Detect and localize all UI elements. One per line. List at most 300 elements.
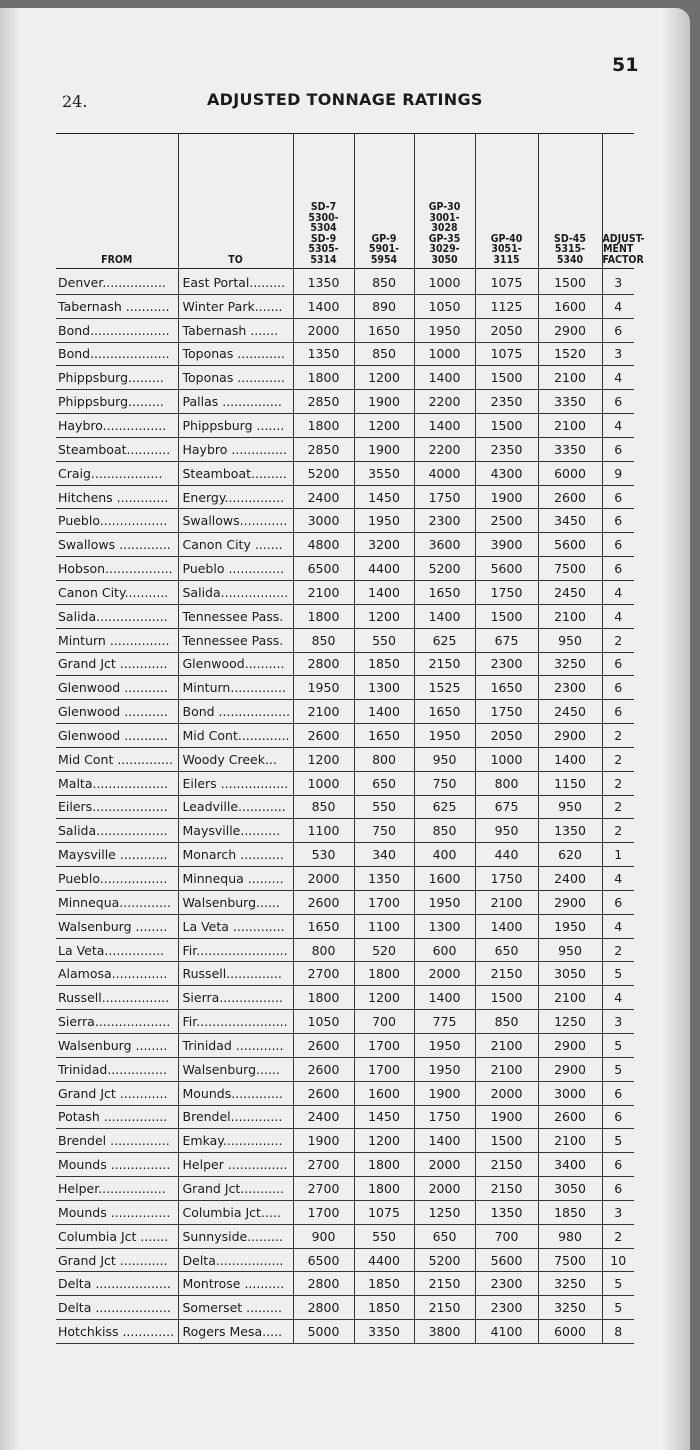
header-gp30: GP-30 3001- 3028 GP-35 3029- 3050 xyxy=(414,134,475,269)
page-number: 51 xyxy=(612,54,639,76)
cell-adjustment: 8 xyxy=(602,1320,634,1344)
cell-gp9: 1850 xyxy=(354,1296,414,1320)
cell-to: Tennessee Pass. xyxy=(178,604,293,628)
cell-gp9: 1950 xyxy=(354,509,414,533)
cell-to: Fir....................... xyxy=(178,1010,293,1034)
cell-gp30: 1950 xyxy=(414,1057,475,1081)
cell-adjustment: 3 xyxy=(602,1200,634,1224)
cell-gp9: 1200 xyxy=(354,986,414,1010)
cell-gp40: 700 xyxy=(475,1224,538,1248)
table-row xyxy=(56,437,634,461)
page-edge-shadow xyxy=(662,8,690,1450)
cell-gp30: 1525 xyxy=(414,676,475,700)
cell-from: Mid Cont .............. xyxy=(56,747,178,771)
cell-sd7: 2600 xyxy=(293,1034,354,1058)
cell-to: Minnequa ......... xyxy=(178,867,293,891)
cell-sd7: 1950 xyxy=(293,676,354,700)
table-row xyxy=(56,771,634,795)
cell-gp40: 4300 xyxy=(475,461,538,485)
cell-from: Pueblo................. xyxy=(56,867,178,891)
cell-sd7: 2700 xyxy=(293,962,354,986)
cell-from: Mounds ............... xyxy=(56,1200,178,1224)
cell-from: Alamosa.............. xyxy=(56,962,178,986)
cell-gp9: 750 xyxy=(354,819,414,843)
cell-gp30: 950 xyxy=(414,747,475,771)
table-row xyxy=(56,628,634,652)
table-row xyxy=(56,366,634,390)
cell-from: Grand Jct ............ xyxy=(56,1081,178,1105)
cell-gp9: 4400 xyxy=(354,557,414,581)
cell-sd45: 620 xyxy=(538,843,602,867)
table-row xyxy=(56,1320,634,1344)
cell-gp40: 1000 xyxy=(475,747,538,771)
cell-sd45: 3350 xyxy=(538,390,602,414)
cell-gp40: 2150 xyxy=(475,1153,538,1177)
cell-sd7: 2100 xyxy=(293,580,354,604)
cell-gp40: 1075 xyxy=(475,269,538,295)
cell-gp40: 5600 xyxy=(475,1248,538,1272)
cell-gp30: 1950 xyxy=(414,724,475,748)
cell-sd45: 1850 xyxy=(538,1200,602,1224)
cell-gp40: 1500 xyxy=(475,986,538,1010)
table-body xyxy=(56,269,634,1344)
table-row xyxy=(56,819,634,843)
cell-sd7: 1800 xyxy=(293,414,354,438)
cell-gp30: 2000 xyxy=(414,962,475,986)
cell-sd7: 2700 xyxy=(293,1153,354,1177)
cell-sd45: 1250 xyxy=(538,1010,602,1034)
cell-sd7: 1350 xyxy=(293,269,354,295)
cell-adjustment: 4 xyxy=(602,294,634,318)
cell-sd7: 2800 xyxy=(293,1272,354,1296)
table-row xyxy=(56,962,634,986)
cell-gp30: 2200 xyxy=(414,390,475,414)
table-row xyxy=(56,676,634,700)
cell-sd7: 2400 xyxy=(293,485,354,509)
cell-sd45: 1520 xyxy=(538,342,602,366)
cell-from: Glenwood ........... xyxy=(56,700,178,724)
header-to: TO xyxy=(178,134,293,269)
cell-sd45: 6000 xyxy=(538,461,602,485)
cell-to: Swallows............ xyxy=(178,509,293,533)
table-row xyxy=(56,890,634,914)
cell-from: Salida.................. xyxy=(56,819,178,843)
cell-gp9: 850 xyxy=(354,342,414,366)
cell-to: Brendel............. xyxy=(178,1105,293,1129)
cell-to: Woody Creek... xyxy=(178,747,293,771)
cell-to: Columbia Jct..... xyxy=(178,1200,293,1224)
cell-from: Craig.................. xyxy=(56,461,178,485)
cell-gp30: 1650 xyxy=(414,700,475,724)
cell-adjustment: 3 xyxy=(602,1010,634,1034)
cell-to: Montrose .......... xyxy=(178,1272,293,1296)
cell-gp40: 1900 xyxy=(475,485,538,509)
cell-gp30: 1750 xyxy=(414,485,475,509)
cell-gp9: 3550 xyxy=(354,461,414,485)
cell-adjustment: 6 xyxy=(602,1177,634,1201)
page-binding-shadow xyxy=(0,8,20,1450)
cell-sd45: 2900 xyxy=(538,724,602,748)
cell-gp40: 2050 xyxy=(475,318,538,342)
cell-gp30: 2300 xyxy=(414,509,475,533)
cell-adjustment: 4 xyxy=(602,867,634,891)
cell-adjustment: 6 xyxy=(602,700,634,724)
cell-gp30: 625 xyxy=(414,795,475,819)
cell-adjustment: 6 xyxy=(602,1105,634,1129)
cell-from: Russell................. xyxy=(56,986,178,1010)
cell-sd7: 2600 xyxy=(293,1081,354,1105)
header-sd45: SD-45 5315- 5340 xyxy=(538,134,602,269)
cell-gp40: 1075 xyxy=(475,342,538,366)
cell-from: Phippsburg......... xyxy=(56,366,178,390)
cell-gp9: 1450 xyxy=(354,1105,414,1129)
cell-gp30: 400 xyxy=(414,843,475,867)
cell-sd45: 3450 xyxy=(538,509,602,533)
cell-adjustment: 6 xyxy=(602,318,634,342)
cell-gp40: 1650 xyxy=(475,676,538,700)
table-row xyxy=(56,1200,634,1224)
cell-from: Minnequa............. xyxy=(56,890,178,914)
cell-sd45: 3250 xyxy=(538,652,602,676)
cell-sd7: 1650 xyxy=(293,914,354,938)
cell-gp30: 1900 xyxy=(414,1081,475,1105)
cell-sd7: 1700 xyxy=(293,1200,354,1224)
table-row xyxy=(56,414,634,438)
cell-from: Grand Jct ............ xyxy=(56,652,178,676)
cell-gp9: 1400 xyxy=(354,580,414,604)
cell-gp9: 1800 xyxy=(354,962,414,986)
cell-from: Sierra................... xyxy=(56,1010,178,1034)
cell-sd7: 850 xyxy=(293,628,354,652)
cell-adjustment: 6 xyxy=(602,676,634,700)
table-row xyxy=(56,580,634,604)
cell-gp30: 3600 xyxy=(414,533,475,557)
cell-from: Hitchens ............. xyxy=(56,485,178,509)
cell-to: Toponas ............ xyxy=(178,366,293,390)
cell-gp30: 750 xyxy=(414,771,475,795)
cell-sd7: 2100 xyxy=(293,700,354,724)
cell-from: Hobson................. xyxy=(56,557,178,581)
cell-from: Walsenburg ........ xyxy=(56,914,178,938)
cell-sd7: 2700 xyxy=(293,1177,354,1201)
cell-adjustment: 3 xyxy=(602,342,634,366)
cell-adjustment: 6 xyxy=(602,1081,634,1105)
cell-sd7: 850 xyxy=(293,795,354,819)
cell-sd45: 3350 xyxy=(538,437,602,461)
page-title: ADJUSTED TONNAGE RATINGS xyxy=(207,90,483,109)
cell-gp9: 1800 xyxy=(354,1177,414,1201)
cell-from: Minturn ............... xyxy=(56,628,178,652)
cell-gp40: 2350 xyxy=(475,390,538,414)
cell-gp9: 1850 xyxy=(354,1272,414,1296)
cell-to: Trinidad ............ xyxy=(178,1034,293,1058)
cell-sd45: 1950 xyxy=(538,914,602,938)
cell-gp40: 2500 xyxy=(475,509,538,533)
cell-sd7: 5200 xyxy=(293,461,354,485)
table-row xyxy=(56,867,634,891)
table-row xyxy=(56,795,634,819)
cell-gp30: 625 xyxy=(414,628,475,652)
cell-gp9: 1450 xyxy=(354,485,414,509)
cell-to: Minturn.............. xyxy=(178,676,293,700)
cell-gp40: 3900 xyxy=(475,533,538,557)
header-from: FROM xyxy=(56,134,178,269)
header-gp40: GP-40 3051- 3115 xyxy=(475,134,538,269)
table-row xyxy=(56,652,634,676)
cell-to: Pallas ............... xyxy=(178,390,293,414)
cell-sd45: 7500 xyxy=(538,1248,602,1272)
cell-adjustment: 5 xyxy=(602,962,634,986)
table-header-row xyxy=(56,134,634,269)
cell-gp9: 520 xyxy=(354,938,414,962)
cell-gp9: 1900 xyxy=(354,437,414,461)
cell-sd7: 2850 xyxy=(293,437,354,461)
table-row xyxy=(56,390,634,414)
cell-sd45: 3000 xyxy=(538,1081,602,1105)
cell-gp30: 5200 xyxy=(414,1248,475,1272)
cell-gp30: 1400 xyxy=(414,414,475,438)
cell-sd45: 2100 xyxy=(538,1129,602,1153)
cell-gp30: 1000 xyxy=(414,269,475,295)
cell-sd7: 5000 xyxy=(293,1320,354,1344)
cell-sd45: 2300 xyxy=(538,676,602,700)
cell-adjustment: 6 xyxy=(602,485,634,509)
cell-sd45: 5600 xyxy=(538,533,602,557)
cell-gp40: 5600 xyxy=(475,557,538,581)
cell-gp40: 850 xyxy=(475,1010,538,1034)
cell-from: Tabernash ........... xyxy=(56,294,178,318)
cell-sd45: 2450 xyxy=(538,700,602,724)
cell-sd7: 1100 xyxy=(293,819,354,843)
table-row xyxy=(56,269,634,295)
cell-from: Trinidad............... xyxy=(56,1057,178,1081)
cell-to: Canon City ....... xyxy=(178,533,293,557)
cell-sd45: 2600 xyxy=(538,1105,602,1129)
cell-sd45: 2100 xyxy=(538,414,602,438)
cell-sd45: 2900 xyxy=(538,1057,602,1081)
cell-adjustment: 6 xyxy=(602,533,634,557)
cell-adjustment: 6 xyxy=(602,1153,634,1177)
cell-sd45: 1600 xyxy=(538,294,602,318)
cell-to: Pueblo .............. xyxy=(178,557,293,581)
cell-gp40: 2300 xyxy=(475,652,538,676)
cell-gp30: 1950 xyxy=(414,318,475,342)
cell-adjustment: 2 xyxy=(602,724,634,748)
cell-gp40: 1400 xyxy=(475,914,538,938)
cell-adjustment: 6 xyxy=(602,652,634,676)
cell-to: Haybro .............. xyxy=(178,437,293,461)
cell-sd45: 6000 xyxy=(538,1320,602,1344)
cell-adjustment: 2 xyxy=(602,628,634,652)
cell-gp9: 4400 xyxy=(354,1248,414,1272)
cell-from: Walsenburg ........ xyxy=(56,1034,178,1058)
table-row xyxy=(56,724,634,748)
cell-gp30: 775 xyxy=(414,1010,475,1034)
cell-to: Rogers Mesa..... xyxy=(178,1320,293,1344)
cell-from: Potash ................ xyxy=(56,1105,178,1129)
cell-to: Sunnyside......... xyxy=(178,1224,293,1248)
table-row xyxy=(56,533,634,557)
cell-gp9: 3350 xyxy=(354,1320,414,1344)
cell-from: Haybro................ xyxy=(56,414,178,438)
cell-gp40: 440 xyxy=(475,843,538,867)
cell-adjustment: 6 xyxy=(602,557,634,581)
cell-gp30: 1000 xyxy=(414,342,475,366)
cell-sd7: 4800 xyxy=(293,533,354,557)
cell-to: Monarch ........... xyxy=(178,843,293,867)
cell-gp40: 2300 xyxy=(475,1272,538,1296)
cell-gp9: 3200 xyxy=(354,533,414,557)
cell-from: Phippsburg......... xyxy=(56,390,178,414)
cell-adjustment: 4 xyxy=(602,914,634,938)
cell-gp9: 850 xyxy=(354,269,414,295)
table-row xyxy=(56,1129,634,1153)
cell-from: Malta................... xyxy=(56,771,178,795)
cell-to: Glenwood.......... xyxy=(178,652,293,676)
cell-sd7: 1200 xyxy=(293,747,354,771)
cell-sd7: 2600 xyxy=(293,724,354,748)
cell-to: Fir....................... xyxy=(178,938,293,962)
cell-sd7: 1800 xyxy=(293,604,354,628)
cell-adjustment: 2 xyxy=(602,747,634,771)
cell-to: Walsenburg...... xyxy=(178,1057,293,1081)
cell-to: Delta................. xyxy=(178,1248,293,1272)
cell-to: Tennessee Pass. xyxy=(178,628,293,652)
cell-gp40: 1500 xyxy=(475,414,538,438)
cell-from: Salida.................. xyxy=(56,604,178,628)
table-row xyxy=(56,294,634,318)
cell-from: Glenwood ........... xyxy=(56,676,178,700)
cell-gp30: 5200 xyxy=(414,557,475,581)
cell-adjustment: 5 xyxy=(602,1057,634,1081)
cell-sd7: 1900 xyxy=(293,1129,354,1153)
cell-sd7: 530 xyxy=(293,843,354,867)
cell-gp30: 2200 xyxy=(414,437,475,461)
cell-from: Hotchkiss ............. xyxy=(56,1320,178,1344)
cell-gp9: 1800 xyxy=(354,1153,414,1177)
cell-adjustment: 4 xyxy=(602,366,634,390)
cell-gp40: 1500 xyxy=(475,604,538,628)
cell-gp9: 1400 xyxy=(354,700,414,724)
table-row xyxy=(56,342,634,366)
cell-sd7: 2400 xyxy=(293,1105,354,1129)
cell-to: Mounds............. xyxy=(178,1081,293,1105)
cell-sd45: 2100 xyxy=(538,986,602,1010)
cell-gp30: 2000 xyxy=(414,1153,475,1177)
cell-gp9: 890 xyxy=(354,294,414,318)
cell-gp9: 1850 xyxy=(354,652,414,676)
document-page xyxy=(0,8,690,1450)
cell-gp40: 1350 xyxy=(475,1200,538,1224)
cell-from: Eilers................... xyxy=(56,795,178,819)
table-row xyxy=(56,1296,634,1320)
cell-adjustment: 6 xyxy=(602,509,634,533)
cell-sd7: 800 xyxy=(293,938,354,962)
cell-gp9: 550 xyxy=(354,795,414,819)
cell-gp30: 1400 xyxy=(414,366,475,390)
table-row xyxy=(56,604,634,628)
cell-from: Brendel ............... xyxy=(56,1129,178,1153)
cell-sd7: 1050 xyxy=(293,1010,354,1034)
cell-adjustment: 1 xyxy=(602,843,634,867)
cell-sd7: 1800 xyxy=(293,366,354,390)
cell-gp40: 2150 xyxy=(475,1177,538,1201)
cell-sd7: 900 xyxy=(293,1224,354,1248)
section-number: 24. xyxy=(62,92,88,111)
table-row xyxy=(56,1010,634,1034)
cell-sd45: 3250 xyxy=(538,1296,602,1320)
table-row xyxy=(56,509,634,533)
cell-to: Maysville.......... xyxy=(178,819,293,843)
cell-sd7: 1000 xyxy=(293,771,354,795)
cell-to: Sierra................ xyxy=(178,986,293,1010)
cell-adjustment: 2 xyxy=(602,1224,634,1248)
table-row xyxy=(56,1081,634,1105)
cell-from: Bond.................... xyxy=(56,342,178,366)
cell-to: Energy............... xyxy=(178,485,293,509)
cell-to: Grand Jct........... xyxy=(178,1177,293,1201)
cell-gp40: 1750 xyxy=(475,580,538,604)
cell-sd45: 3250 xyxy=(538,1272,602,1296)
table-row xyxy=(56,1034,634,1058)
cell-gp30: 3800 xyxy=(414,1320,475,1344)
cell-sd7: 1350 xyxy=(293,342,354,366)
cell-gp9: 550 xyxy=(354,628,414,652)
cell-gp40: 2050 xyxy=(475,724,538,748)
table-row xyxy=(56,843,634,867)
cell-sd45: 2900 xyxy=(538,1034,602,1058)
cell-to: Mid Cont............. xyxy=(178,724,293,748)
cell-from: Helper................. xyxy=(56,1177,178,1201)
cell-gp9: 1200 xyxy=(354,1129,414,1153)
cell-gp9: 1700 xyxy=(354,1057,414,1081)
cell-from: Swallows ............. xyxy=(56,533,178,557)
cell-sd7: 2000 xyxy=(293,867,354,891)
cell-sd7: 2800 xyxy=(293,1296,354,1320)
cell-gp30: 650 xyxy=(414,1224,475,1248)
cell-sd7: 2850 xyxy=(293,390,354,414)
cell-gp30: 600 xyxy=(414,938,475,962)
cell-gp9: 550 xyxy=(354,1224,414,1248)
cell-gp40: 2350 xyxy=(475,437,538,461)
cell-gp9: 1700 xyxy=(354,1034,414,1058)
table-row xyxy=(56,1105,634,1129)
cell-adjustment: 5 xyxy=(602,1034,634,1058)
cell-to: Somerset ......... xyxy=(178,1296,293,1320)
cell-gp9: 1075 xyxy=(354,1200,414,1224)
cell-to: Salida................. xyxy=(178,580,293,604)
cell-sd7: 2600 xyxy=(293,1057,354,1081)
header-adjustment: ADJUST- MENT FACTOR xyxy=(602,134,634,269)
table-row xyxy=(56,914,634,938)
cell-adjustment: 2 xyxy=(602,938,634,962)
table-row xyxy=(56,461,634,485)
cell-gp9: 1200 xyxy=(354,604,414,628)
cell-sd7: 3000 xyxy=(293,509,354,533)
table-row xyxy=(56,1057,634,1081)
cell-adjustment: 6 xyxy=(602,437,634,461)
cell-sd7: 1400 xyxy=(293,294,354,318)
cell-sd45: 2450 xyxy=(538,580,602,604)
cell-gp30: 1950 xyxy=(414,890,475,914)
table-row xyxy=(56,557,634,581)
cell-gp40: 2100 xyxy=(475,1057,538,1081)
cell-from: Pueblo................. xyxy=(56,509,178,533)
cell-gp30: 2000 xyxy=(414,1177,475,1201)
table-row xyxy=(56,700,634,724)
cell-gp40: 4100 xyxy=(475,1320,538,1344)
table-row xyxy=(56,1153,634,1177)
